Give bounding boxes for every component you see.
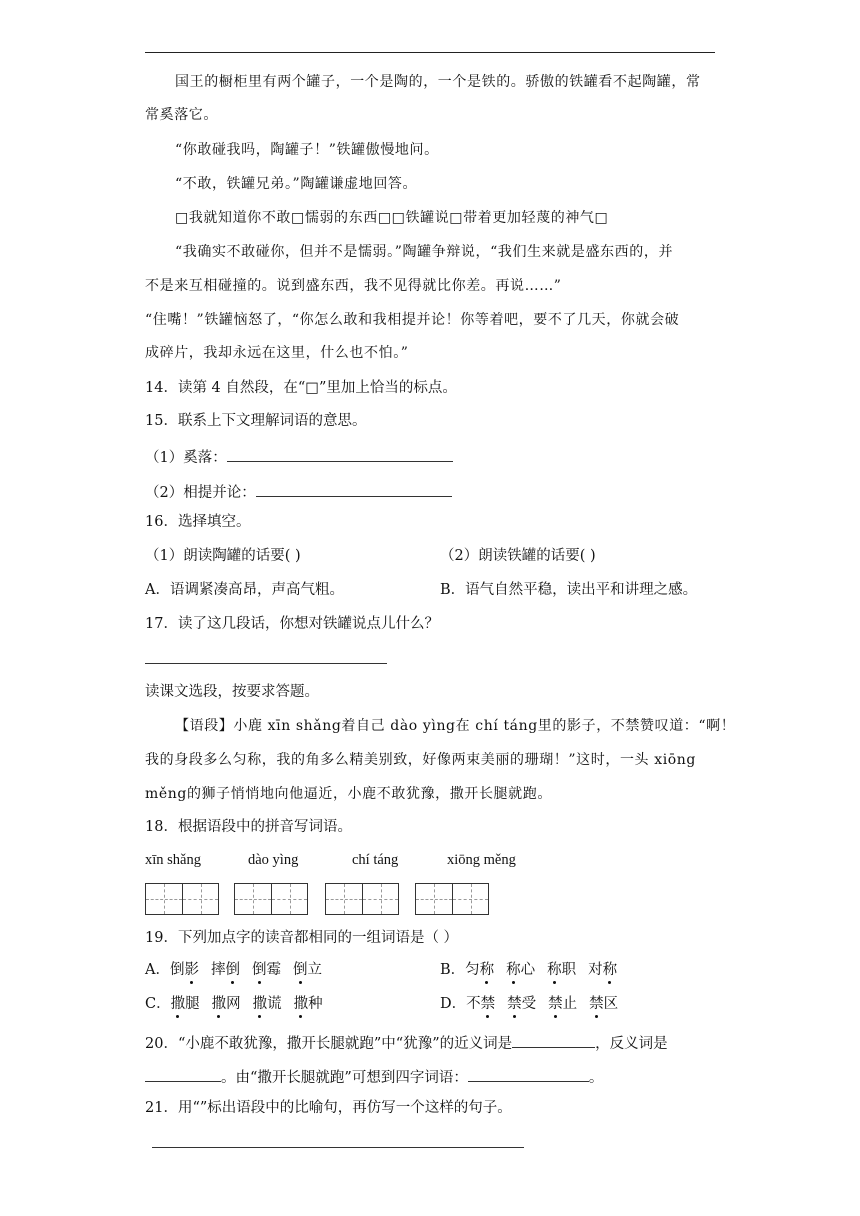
answer-box-3[interactable] [325, 883, 399, 915]
option-word: 称心 [506, 962, 536, 978]
char-cell[interactable] [362, 884, 398, 914]
question-20-text2: ，反义词是 [595, 1036, 668, 1052]
pinyin-2: dào yìng [248, 852, 299, 868]
option-word: 禁受 [507, 996, 537, 1012]
char-cell[interactable] [146, 884, 182, 914]
passage-p1-line1: 国王的橱柜里有两个罐子，一个是陶的，一个是铁的。骄傲的铁罐看不起陶罐，常 [175, 74, 701, 90]
char-cell[interactable] [235, 884, 271, 914]
option-word: 禁区 [589, 996, 619, 1012]
answer-line-17[interactable] [145, 663, 387, 664]
option-19-b [440, 963, 617, 978]
option-word: 倒影 [169, 962, 199, 978]
pinyin-4: xiōng měng [447, 852, 516, 868]
answer-blank-15-1[interactable] [227, 447, 453, 462]
char-cell[interactable] [452, 884, 488, 914]
question-16: 16．选择填空。 [145, 514, 251, 530]
question-20-text4: 。 [588, 1070, 604, 1086]
option-word: 禁止 [548, 996, 578, 1012]
passage-p5-line1: “我确实不敢碰你，但并不是懦弱。”陶罐争辩说，“我们生来就是盛东西的，并 [175, 244, 674, 260]
passage-p3: “不敢，铁罐兄弟。”陶罐谦虚地回答。 [175, 176, 418, 192]
question-15-2 [145, 482, 452, 501]
answer-box-1[interactable] [145, 883, 219, 915]
answer-box-2[interactable] [234, 883, 308, 915]
question-17: 17．读了这几段话，你想对铁罐说点儿什么？ [145, 616, 439, 632]
question-15-2-label: （2）相提并论： [145, 485, 256, 501]
pinyin-3: chí táng [352, 852, 399, 868]
char-cell[interactable] [416, 884, 452, 914]
question-20-line2 [145, 1067, 603, 1086]
question-15: 15．联系上下文理解词语的意思。 [145, 413, 367, 429]
top-rule [145, 52, 715, 53]
question-16-1: （1）朗读陶罐的话要( ) [145, 548, 301, 564]
answer-blank-15-2[interactable] [256, 482, 452, 497]
option-16-a: A．语调紧凑高昂，声高气粗。 [145, 582, 344, 598]
option-19-d-label: D． [440, 996, 467, 1012]
answer-blank-20-synonym[interactable] [512, 1033, 595, 1048]
passage-p5-line2: 不是来互相碰撞的。说到盛东西，我不见得就比你差。再说……” [145, 278, 562, 294]
char-cell[interactable] [182, 884, 218, 914]
option-word: 撒腿 [170, 996, 200, 1012]
question-21: 21．用“”标出语段中的比喻句，再仿写一个这样的句子。 [145, 1100, 512, 1116]
option-word: 倒立 [292, 962, 322, 978]
option-word: 称职 [547, 962, 577, 978]
segment-line3: měng的狮子悄悄地向他逼近，小鹿不敢犹豫，撒开长腿就跑。 [145, 786, 552, 802]
option-word: 不禁 [466, 996, 496, 1012]
option-19-b-label: B． [440, 962, 466, 978]
option-word: 撒网 [211, 996, 241, 1012]
option-word: 匀称 [465, 962, 495, 978]
answer-blank-20-antonym[interactable] [145, 1067, 221, 1082]
option-19-c [145, 997, 323, 1012]
answer-box-4[interactable] [415, 883, 489, 915]
option-word: 摔倒 [210, 962, 240, 978]
question-19: 19．下列加点字的读音都相同的一组词语是（ ） [145, 930, 459, 946]
answer-blank-20-idiom[interactable] [468, 1067, 589, 1082]
option-19-c-label: C． [145, 996, 171, 1012]
passage-p6-line1: “住嘴！”铁罐恼怒了，“你怎么敢和我相提并论！你等着吧，要不了几天，你就会破 [145, 312, 680, 328]
option-word: 倒霉 [251, 962, 281, 978]
segment-line1: 【语段】小鹿 xīn shǎng着自己 dào yìng在 chí táng里的影子，不禁赞叹道：“啊！ [175, 718, 736, 734]
char-cell[interactable] [326, 884, 362, 914]
option-19-a [145, 963, 322, 978]
option-word: 撒谎 [252, 996, 282, 1012]
option-16-b: B．语气自然平稳，读出平和讲理之感。 [440, 582, 698, 598]
option-word: 撒种 [293, 996, 323, 1012]
question-16-2: （2）朗读铁罐的话要( ) [440, 548, 596, 564]
question-18: 18．根据语段中的拼音写词语。 [145, 819, 352, 835]
question-20-line1 [145, 1033, 668, 1052]
passage-p6-line2: 成碎片，我却永远在这里，什么也不怕。” [145, 345, 409, 361]
option-19-d [440, 997, 618, 1012]
pinyin-1: xīn shǎng [145, 852, 201, 868]
answer-line-21[interactable] [152, 1147, 524, 1148]
section-instruction: 读课文选段，按要求答题。 [145, 684, 319, 700]
question-15-1 [145, 447, 453, 466]
option-19-a-label: A． [145, 962, 170, 978]
question-20-text1: 20．“小鹿不敢犹豫，撒开长腿就跑”中“犹豫”的近义词是 [145, 1036, 513, 1052]
passage-p2: “你敢碰我吗，陶罐子！”铁罐傲慢地问。 [175, 142, 439, 158]
question-15-1-label: （1）奚落： [145, 450, 227, 466]
question-20-text3: 。由“撒开长腿就跑”可想到四字词语： [221, 1070, 468, 1086]
passage-p4: □我就知道你不敢□懦弱的东西□□铁罐说□带着更加轻蔑的神气□ [175, 210, 609, 226]
option-word: 对称 [588, 962, 618, 978]
question-14: 14．读第 4 自然段，在“□”里加上恰当的标点。 [145, 380, 457, 396]
passage-p1-line2: 常奚落它。 [145, 107, 218, 123]
char-cell[interactable] [271, 884, 307, 914]
segment-line2: 我的身段多么匀称，我的角多么精美别致，好像两束美丽的珊瑚！”这时，一头 xiōng [145, 752, 696, 768]
